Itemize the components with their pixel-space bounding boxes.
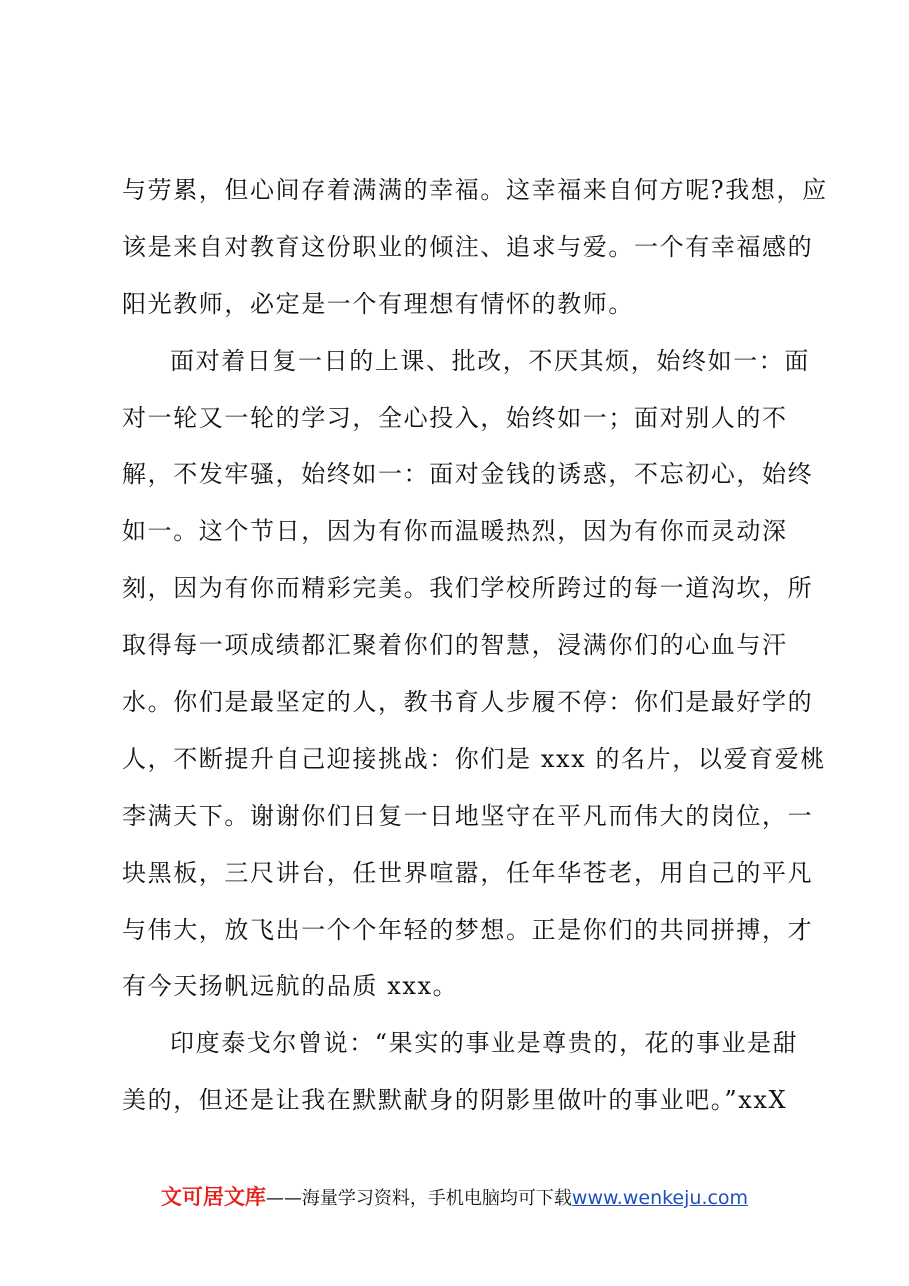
text-line: 李满天下。谢谢你们日复一日地坚守在平凡而伟大的岗位，一 xyxy=(122,801,814,830)
text-line: 面对着日复一日的上课、批改，不厌其烦，始终如一：面 xyxy=(170,346,810,375)
text-line: 取得每一项成绩都汇聚着你们的智慧，浸满你们的心血与汗 xyxy=(122,631,788,660)
text-line: 对一轮又一轮的学习，全心投入，始终如一；面对别人的不 xyxy=(122,403,788,432)
text-line: 该是来自对教育这份职业的倾注、追求与爱。一个有幸福感的 xyxy=(122,232,814,261)
footer-brand: 文可居文库 xyxy=(160,1185,266,1209)
footer-tagline: ——海量学习资料，手机电脑均可下载 xyxy=(265,1188,572,1209)
text-line: 水。你们是最坚定的人，教书育人步履不停：你们是最好学的 xyxy=(122,688,814,717)
text-line: 有今天扬帆远航的品质 xxx。 xyxy=(122,972,459,1001)
text-line: 阳光教师，必定是一个有理想有情怀的教师。 xyxy=(122,289,634,318)
body-text xyxy=(122,162,828,1129)
text-line: 与劳累，但心间存着满满的幸福。这幸福来自何方呢?我想，应 xyxy=(122,176,828,204)
text-line: 刻，因为有你而精彩完美。我们学校所跨过的每一道沟坎，所 xyxy=(122,574,814,603)
text-line: 块黑板，三尺讲台，任世界喧嚣，任年华苍老，用自己的平凡 xyxy=(122,858,814,887)
text-line: 解，不发牢骚，始终如一：面对金钱的诱惑，不忘初心，始终 xyxy=(122,460,814,489)
text-line: 如一。这个节日，因为有你而温暖热烈，因为有你而灵动深 xyxy=(122,517,788,546)
text-line: 与伟大，放飞出一个个年轻的梦想。正是你们的共同拼搏，才 xyxy=(122,915,814,944)
text-line: 印度泰戈尔曾说：“果实的事业是尊贵的，花的事业是甜 xyxy=(170,1029,799,1058)
text-line: 人，不断提升自己迎接挑战：你们是 xxx 的名片，以爱育爱桃 xyxy=(122,744,826,773)
footer xyxy=(0,1181,909,1211)
text-line: 美的，但还是让我在默默献身的阴影里做叶的事业吧。”xxX xyxy=(122,1086,788,1115)
footer-link[interactable]: www.wenkeju.com xyxy=(571,1187,749,1209)
